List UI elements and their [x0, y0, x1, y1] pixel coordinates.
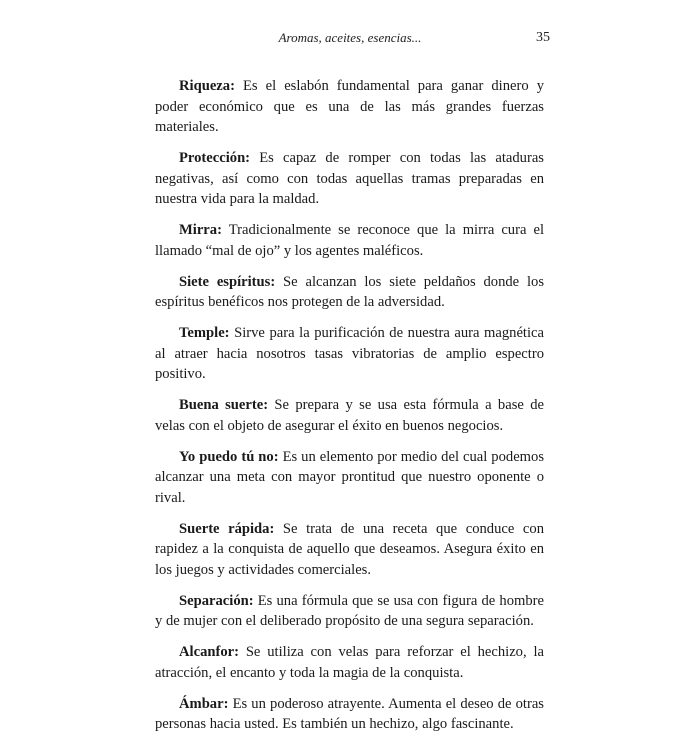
entry-text: Es el eslabón fundamental para ganar dinero y poder económico que es una de las más grandes fuerzas materiales.: [155, 78, 544, 135]
entry-text: Es un elemento por medio del cual podemos alcanzar una meta con mayor prontitud que nuestro oponente o rival.: [155, 448, 545, 506]
entry-term: Alcanfor:: [179, 644, 239, 660]
entry-term: Siete espíritus:: [179, 273, 276, 290]
entry-term: Ámbar:: [179, 695, 229, 712]
entry-text: Se utiliza con velas para reforzar el hechizo, la atracción, el encanto y toda la magia de la conquista.: [155, 644, 544, 681]
entry-term: Mirra:: [179, 222, 222, 238]
entry-text: Sirve para la purificación de nuestra aura magnética al atraer hacia nosotros tasas vibratorias de amplio espectro positivo.: [155, 325, 544, 382]
entry-ambar: [155, 694, 544, 735]
entry-term: Separación:: [179, 592, 254, 609]
entry-buena-suerte: [155, 395, 544, 436]
entry-separacion: [155, 591, 544, 632]
entry-text: Es capaz de romper con todas las ataduras negativas, así como con todas aquellas tramas preparadas en nuestra vida para la maldad.: [155, 150, 544, 207]
entry-riqueza: [155, 76, 544, 138]
entry-mirra: [155, 220, 544, 261]
entry-text: Es un poderoso atrayente. Aumenta el deseo de otras personas hacia usted. Es también un hechizo, algo fascinante.: [155, 695, 544, 732]
running-header: [150, 30, 550, 48]
body-text: [155, 76, 544, 745]
running-title: Aromas, aceites, esencias...: [278, 30, 422, 45]
entry-term: Riqueza:: [179, 78, 235, 94]
entry-text: Tradicionalmente se reconoce que la mirra cura el llamado “mal de ojo” y los agentes maléficos.: [155, 222, 544, 259]
entry-siete-espiritus: [155, 272, 544, 313]
entry-text: Se trata de una receta que conduce con rapidez a la conquista de aquello que deseamos. Asegura éxito en los juegos y actividades comerciales.: [155, 520, 544, 578]
entry-term: Protección:: [179, 150, 251, 166]
entry-yo-puedo-tu-no: [155, 447, 544, 509]
entry-term: Buena suerte:: [179, 397, 269, 413]
entry-suerte-rapida: [155, 519, 544, 581]
entry-term: Temple:: [179, 325, 230, 341]
entry-proteccion: [155, 148, 544, 210]
entry-text: Se alcanzan los siete peldaños donde los espíritus benéficos nos protegen de la adversidad.: [155, 273, 545, 310]
entry-term: Yo puedo tú no:: [179, 448, 279, 465]
entry-text: Es una fórmula que se usa con figura de hombre y de mujer con el deliberado propósito de una segura separación.: [155, 592, 544, 629]
entry-text: Se prepara y se usa esta fórmula a base de velas con el objeto de asegurar el éxito en buenos negocios.: [155, 397, 544, 434]
entry-temple: [155, 323, 544, 385]
page-number: 35: [536, 30, 550, 45]
entry-term: Suerte rápida:: [179, 520, 275, 537]
entry-alcanfor: [155, 642, 544, 683]
